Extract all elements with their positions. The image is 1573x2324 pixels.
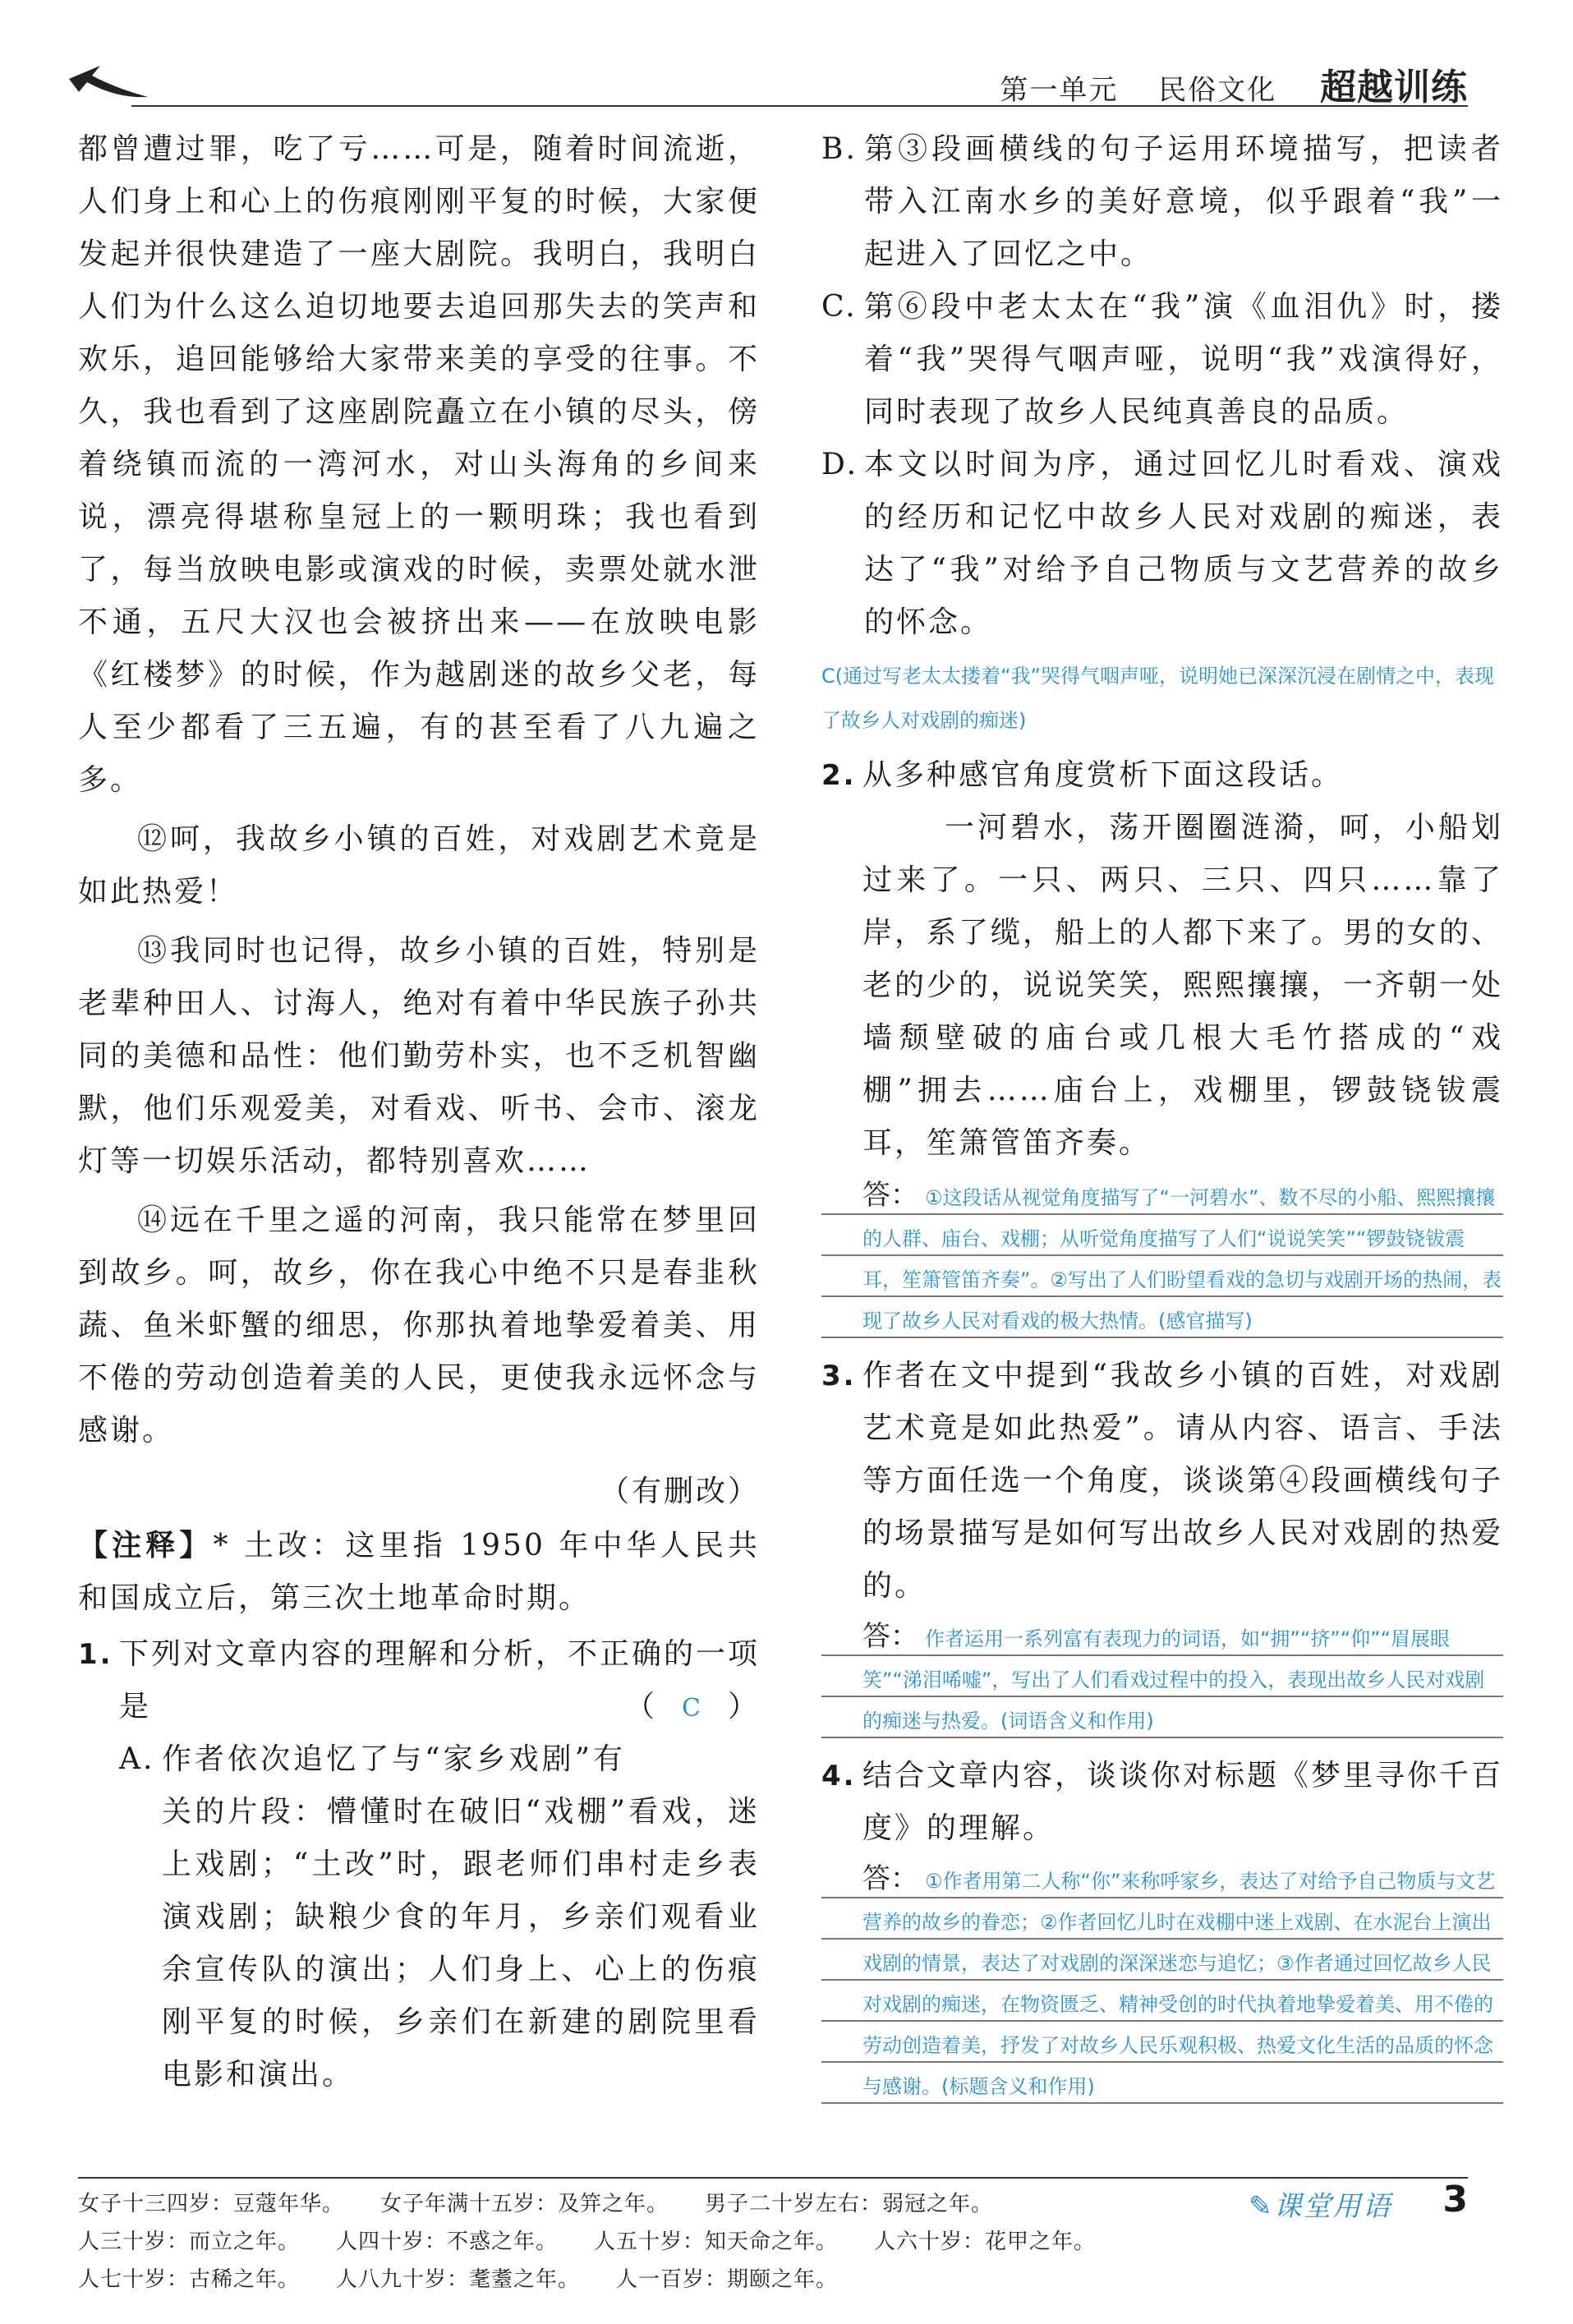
annotation-text: * 土改：这里指 1950 年中华人民共和国成立后，第三次土地革命时期。 [78,1529,760,1615]
question-2-number: 2. [821,759,857,792]
option-d [821,439,1503,649]
question-2 [821,749,1503,802]
answer-label: 答： [862,1620,918,1653]
question-3-answer-text: 作者运用一系列富有表现力的词语，如“拥”“挤”“仰”“眉展眼笑”“涕泪唏嘘”，写出了人们看戏过程中的投入，表现出故乡人民对戏剧的痴迷与热爱。(词语含义和作用) [862,1627,1485,1733]
option-c [821,281,1503,439]
question-2-answer [821,1175,1503,1341]
question-4 [821,1750,1503,1855]
pen-icon: ✎ [1249,2190,1274,2223]
paragraph-11: 都曾遭过罪，吃了亏……可是，随着时间流逝，人们身上和心上的伤痕刚刚平复的时候，大家便发起并很快建造了一座大剧院。我明白，我明白人们为什么这么迫切地要去追回那失去的笑声和欢乐，追回能够给大家带来美的享受的往事。不久，我也看到了这座剧院矗立在小镇的尽头，傍着绕镇而流的一湾河水，对山头海角的乡间来说，漂亮得堪称皇冠上的一颗明珠；我也看到了，每当放映电影或演戏的时候，卖票处就水泄不通，五尺大汉也会被挤出来——在放映电影《红楼梦》的时候，作为越剧迷的故乡父老，每人至少都看了三五遍，有的甚至看了八九遍之多。 [78,132,760,797]
question-3-text: 作者在文中提到“我故乡小镇的百姓，对戏剧艺术竟是如此热爱”。请从内容、语言、手法等方面任选一个角度，谈谈第④段画横线句子的场景描写是如何写出故乡人民对戏剧的热爱的。 [862,1359,1504,1603]
question-4-text: 结合文章内容，谈谈你对标题《梦里寻你千百度》的理解。 [862,1759,1504,1845]
page-header [0,0,1573,115]
header-topic: 民俗文化 [1158,74,1277,107]
annotation [78,1520,760,1625]
footer-line-1: 女子十三四岁：豆蔻年华。 女子年满十五岁：及笄之年。 男子二十岁左右：弱冠之年。 [78,2192,994,2216]
answer-label: 答： [862,1179,918,1212]
question-3 [821,1350,1503,1613]
option-d-text: 本文以时间为序，通过回忆儿时看戏、演戏的经历和记忆中故乡人民对戏剧的痴迷，表达了“我”对给予自己物质与文艺营养的故乡的怀念。 [864,448,1503,639]
option-b-label: B. [821,132,858,166]
option-b [821,123,1503,281]
option-b-text: 第③段画横线的句子运用环境描写，把读者带入江南水乡的美好意境，似乎跟着“我”一起进入了回忆之中。 [864,132,1503,271]
question-1-answer: C [682,1694,703,1723]
header-divider [131,105,1468,107]
footer-brand-text: 课堂用语 [1273,2190,1392,2223]
paragraph-13: ⑬我同时也记得，故乡小镇的百姓，特别是老辈种田人、讨海人，绝对有着中华民族子孙共同的美德和品性：他们勤劳朴实，也不乏机智幽默，他们乐观爱美，对看戏、听书、会市、滚龙灯等一切娱乐活动，都特别喜欢…… [78,934,760,1178]
question-1 [78,1628,760,1733]
right-column [821,123,1503,2107]
left-column [78,123,760,2101]
question-2-answer-text: ①这段话从视觉角度描写了“一河碧水”、数不尽的小船、熙熙攘攘的人群、庙台、戏棚；从听觉角度描写了人们“说说笑笑”“锣鼓铙钹震耳，笙箫管笛齐奏”。②写出了人们盼望看戏的急切与戏剧开场的热闹，表现了故乡人民对看戏的极大热情。(感官描写) [862,1186,1502,1332]
option-c-label: C. [821,290,858,324]
page-number: 3 [1442,2179,1468,2220]
option-a-label: A. [119,1742,155,1776]
source-note: （有删改） [599,1475,760,1508]
paragraph-12: ⑫呵，我故乡小镇的百姓，对戏剧艺术竟是如此热爱！ [78,822,760,909]
question-4-answer [821,1858,1503,2107]
annotation-title: 【注释】 [78,1529,214,1562]
option-c-text: 第⑥段中老太太在“我”演《血泪仇》时，搂着“我”哭得气咽声哑，说明“我”戏演得好，同时表现了故乡人民纯真善良的品质。 [864,290,1503,429]
question-4-answer-text: ①作者用第二人称“你”来称呼家乡，表达了对给予自己物质与文艺营养的故乡的眷恋；②作者回忆儿时在戏棚中迷上戏剧、在水泥台上演出戏剧的情景，表达了对戏剧的深深迷恋与追忆；③作者通过回忆故乡人民对戏剧的痴迷，在物资匮乏、精神受创的时代执着地挚爱着美、用不倦的劳动创造着美，抒发了对故乡人民乐观积极、热爱文化生活的品质的怀念与感谢。(标题含义和作用) [862,1870,1496,2098]
option-d-label: D. [821,448,859,481]
footer-brand [1249,2184,1392,2224]
question-1-text: 下列对文章内容的理解和分析，不正确的一项是 [119,1637,761,1723]
header-series: 超越训练 [1320,67,1468,108]
header-title [1000,58,1468,110]
header-unit: 第一单元 [1000,74,1119,107]
question-1-number: 1. [78,1638,113,1671]
question-1-explanation: C(通过写老太太搂着“我”哭得气咽声哑，说明她已深深沉浸在剧情之中，表现了故乡人对戏剧的痴迷) [821,665,1494,732]
footer-line-3: 人七十岁：古稀之年。 人八九十岁：耄耋之年。 人一百岁：期颐之年。 [78,2267,839,2292]
footer-divider [78,2177,1468,2179]
answer-label: 答： [862,1862,918,1895]
question-2-text: 从多种感官角度赏析下面这段话。 [862,758,1344,792]
footer-line-2: 人三十岁：而立之年。 人四十岁：不惑之年。 人五十岁：知天命之年。 人六十岁：花甲之年。 [78,2230,1097,2254]
answer-bracket: （ C ） [625,1690,760,1723]
question-3-number: 3. [821,1360,857,1392]
paragraph-14: ⑭远在千里之遥的河南，我只能常在梦里回到故乡。呵，故乡，你在我心中绝不只是春韭秋蔬、鱼米虾蟹的细思，你那执着地挚爱着美、用不倦的劳动创造着美的人民，更使我永远怀念与感谢。 [78,1203,760,1447]
question-3-answer [821,1616,1503,1742]
question-2-passage: 一河碧水，荡开圈圈涟漪，呵，小船划过来了。一只、两只、三只、四只……靠了岸，系了缆，船上的人都下来了。男的女的、老的少的，说说笑笑，熙熙攘攘，一齐朝一处墙颓壁破的庙台或几根大毛竹搭成的“戏棚”拥去……庙台上，戏棚里，锣鼓铙钹震耳，笙箫管笛齐奏。 [862,811,1504,1160]
footer-age-terms [78,2185,1310,2299]
option-a-text: 作者依次追忆了与“家乡戏剧”有关的片段：懵懂时在破旧“戏棚”看戏，迷上戏剧；“土改”时，跟老师们串村走乡表演戏剧；缺粮少食的年月，乡亲们观看业余宣传队的演出；人们身上、心上的伤痕刚平复的时候，乡亲们在新建的剧院里看电影和演出。 [162,1742,760,2092]
option-a [78,1733,760,2101]
question-4-number: 4. [821,1760,857,1792]
